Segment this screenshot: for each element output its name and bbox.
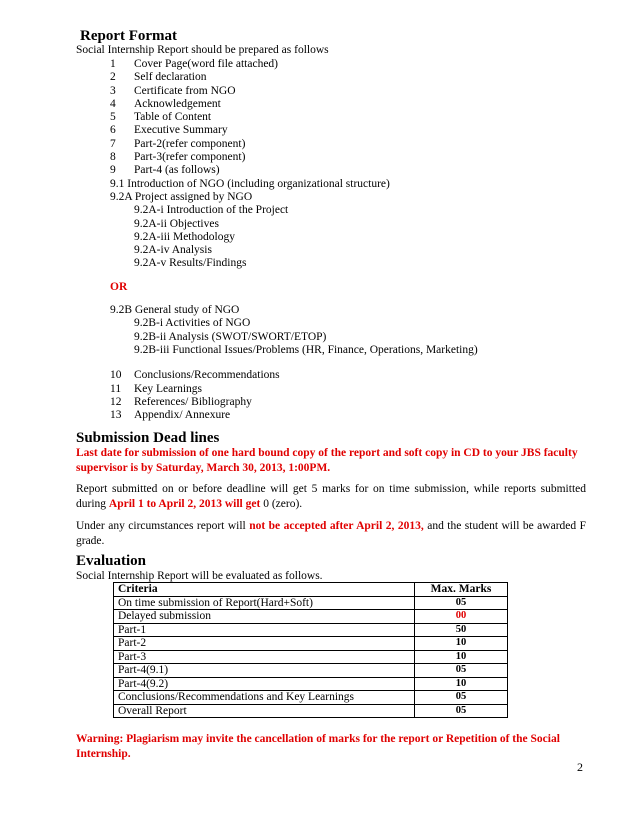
on-time-paragraph: Report submitted on or before deadline will get 5 marks for on time submission, while reports submitted during April 1 to April 2, 2013 will get 0 (zero). bbox=[76, 483, 586, 510]
table-row: Part-4(9.2) 10 bbox=[114, 677, 508, 691]
submission-heading: Submission Dead lines bbox=[76, 430, 220, 446]
late-window-text: April 1 to April 2, 2013 will get bbox=[108, 498, 261, 510]
list-item: 6 Executive Summary bbox=[110, 124, 228, 137]
deadline-line-1: Last date for submission of one hard bound copy of the report and soft copy in CD to your JBS faculty bbox=[76, 447, 578, 459]
table-row: Part-4(9.1) 05 bbox=[114, 664, 508, 678]
table-row: Overall Report 05 bbox=[114, 704, 508, 718]
list-item: 4 Acknowledgement bbox=[110, 97, 221, 110]
deadline-line-2: supervisor is by Saturday, March 30, 2013, 1:00PM. bbox=[76, 462, 331, 474]
list-item-9-2b: 9.2B General study of NGO bbox=[110, 304, 240, 317]
marks-header: Max. Marks bbox=[415, 583, 508, 597]
warning-line-1: Warning: Plagiarism may invite the cancellation of marks for the report or Repetition of the Social bbox=[76, 733, 560, 745]
list-item: 9 Part-4 (as follows) bbox=[110, 164, 220, 177]
sub-item: 9.2B-i Activities of NGO bbox=[134, 317, 251, 330]
list-item: 11 Key Learnings bbox=[110, 382, 203, 395]
sub-item: 9.2A-i Introduction of the Project bbox=[134, 204, 289, 217]
or-label: OR bbox=[110, 280, 128, 293]
list-item: 13 Appendix/ Annexure bbox=[110, 409, 231, 422]
list-item: 10 Conclusions/Recommendations bbox=[110, 369, 280, 382]
list-item-9-2a: 9.2A Project assigned by NGO bbox=[110, 190, 253, 203]
list-item: 12 References/ Bibliography bbox=[110, 395, 252, 408]
sub-item: 9.2A-iv Analysis bbox=[134, 244, 212, 257]
sub-item: 9.2A-iii Methodology bbox=[134, 230, 235, 243]
table-row: Delayed submission 00 bbox=[114, 610, 508, 624]
list-item: 8 Part-3(refer component) bbox=[110, 151, 246, 164]
list-item: 3 Certificate from NGO bbox=[110, 84, 236, 97]
sub-item: 9.2A-v Results/Findings bbox=[134, 257, 247, 270]
not-accepted-paragraph: Under any circumstances report will not be accepted after April 2, 2013, and the student will be awarded F grade. bbox=[76, 520, 586, 547]
report-format-intro: Social Internship Report should be prepared as follows bbox=[76, 44, 329, 56]
list-item: 1 Cover Page(word file attached) bbox=[110, 58, 279, 70]
page-number: 2 bbox=[577, 760, 583, 774]
list-item: 7 Part-2(refer component) bbox=[110, 137, 246, 150]
sub-item: 9.2B-ii Analysis (SWOT/SWORT/ETOP) bbox=[134, 330, 327, 343]
table-row: Part-3 10 bbox=[114, 650, 508, 664]
report-format-list bbox=[110, 58, 478, 422]
evaluation-heading: Evaluation bbox=[76, 553, 147, 569]
table-row: Part-2 10 bbox=[114, 637, 508, 651]
list-item: 2 Self declaration bbox=[110, 71, 207, 84]
evaluation-table bbox=[113, 582, 508, 718]
table-row: On time submission of Report(Hard+Soft) 05 bbox=[114, 596, 508, 610]
sub-item: 9.2A-ii Objectives bbox=[134, 217, 219, 230]
criteria-header: Criteria bbox=[114, 583, 415, 597]
evaluation-intro: Social Internship Report will be evaluated as follows. bbox=[76, 570, 323, 582]
warning-line-2: Internship. bbox=[76, 748, 131, 760]
sub-item: 9.2B-iii Functional Issues/Problems (HR, Finance, Operations, Marketing) bbox=[134, 343, 478, 356]
delayed-marks: 00 bbox=[415, 610, 508, 624]
not-accepted-text: not be accepted after April 2, 2013, bbox=[249, 520, 424, 532]
list-item-9-1: 9.1 Introduction of NGO (including organizational structure) bbox=[110, 177, 390, 190]
report-format-heading: Report Format bbox=[80, 28, 178, 44]
list-item: 5 Table of Content bbox=[110, 111, 212, 124]
table-row: Part-1 50 bbox=[114, 623, 508, 637]
table-row: Conclusions/Recommendations and Key Learnings 05 bbox=[114, 691, 508, 705]
table-header-row bbox=[114, 583, 508, 597]
